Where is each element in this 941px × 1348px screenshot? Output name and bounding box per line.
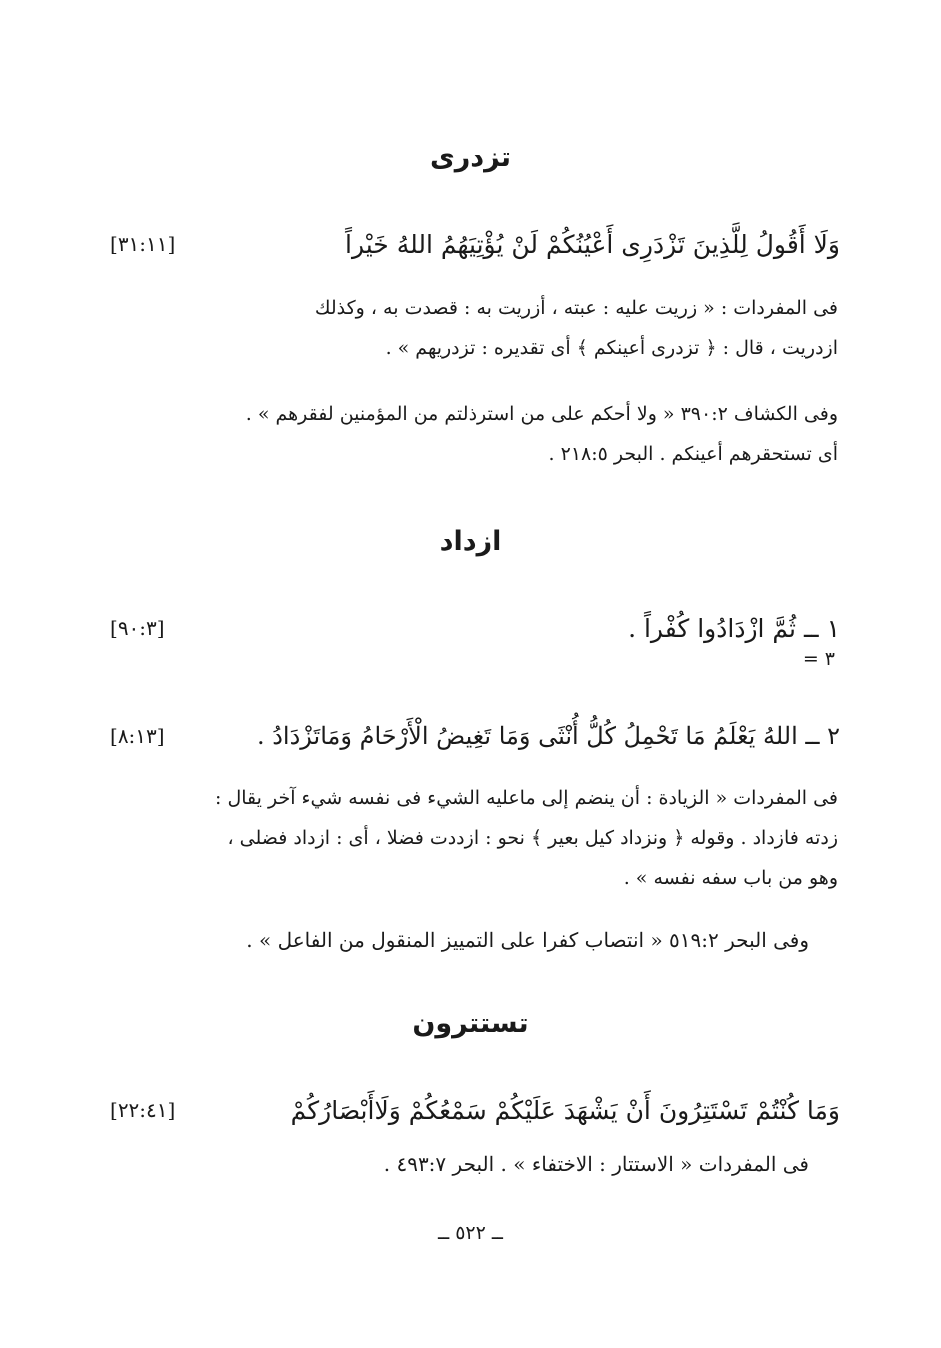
paragraph-mufradat-izdad xyxy=(108,778,838,898)
verse-reference: [٨:١٣] xyxy=(110,724,165,748)
verse-reference: [٣١:١١] xyxy=(110,232,176,256)
verse-reference: [٩٠:٣] xyxy=(110,616,165,640)
paragraph-line: ازدريت ، قال : ﴿ تزدرى أعينكم ﴾ أى تقديره : تزدريهم » . xyxy=(385,337,838,359)
paragraph-line: فى المفردات « الزيادة : أن ينضم إلى ماعليه الشيء فى نفسه شيء آخر يقال : xyxy=(215,787,838,809)
section-title-izdad: ازداد xyxy=(439,526,502,557)
section-title-tastatirun: تستترون xyxy=(412,1008,529,1039)
paragraph-line: فى المفردات : « زريت عليه : عبته ، أزريت به : قصدت به ، وكذلك xyxy=(314,297,838,319)
verse-note: ٣ = xyxy=(802,648,835,670)
paragraph-line: وفى الكشاف ٣٩٠:٢ « ولا أحكم على من استرذلتم من المؤمنين لفقرهم » . xyxy=(245,403,838,425)
paragraph-mufradat-tazdari xyxy=(108,288,838,368)
verse-text: ٢ ــ اللهُ يَعْلَمُ مَا تَحْمِلُ كُلُّ أُنْثَى وَمَا تَغِيضُ الْأَرْحَامُ وَمَاتَزْدَادُ . xyxy=(256,722,840,750)
section-title-tazdari: تزدرى xyxy=(429,142,512,173)
paragraph-kashshaf xyxy=(108,394,838,474)
paragraph-line: أى تستحقرهم أعينكم . البحر ٢١٨:٥ . xyxy=(548,443,838,465)
verse-text: وَلَا أَقُولُ لِلَّذِينَ تَزْدَرِى أَعْيُنُكُمْ لَنْ يُؤْتِيَهُمُ اللهُ خَيْراً xyxy=(345,229,840,259)
verse-row-tazdari xyxy=(110,222,840,266)
verse-row-izdad-1 xyxy=(110,606,840,650)
verse-text: ١ ــ ثُمَّ ازْدَادُوا كُفْراً . xyxy=(628,613,840,643)
verse-reference: [٢٢:٤١] xyxy=(110,1098,176,1122)
page-number: ــ ٥٢٢ ــ xyxy=(438,1222,503,1244)
verse-row-izdad-2 xyxy=(110,714,840,758)
paragraph-line: وهو من باب سفه نفسه » . xyxy=(623,867,838,889)
paragraph-line: زدته فازداد . وقوله ﴿ ونزداد كيل بعير ﴾ نحو : ازددت فضلا ، أى : ازداد فضلى ، xyxy=(227,827,838,849)
paragraph-mufradat-tastatirun: فى المفردات « الاستتار : الاختفاء » . البحر ٤٩٣:٧ . xyxy=(383,1152,809,1176)
verse-text: وَمَا كُنْتُمْ تَسْتَتِرُونَ أَنْ يَشْهَدَ عَلَيْكُمْ سَمْعُكُمْ وَلَاأَبْصَارُكُمْ xyxy=(290,1095,840,1125)
verse-row-tastatirun xyxy=(110,1088,840,1132)
paragraph-bahr-izdad: وفى البحر ٥١٩:٢ « انتصاب كفرا على التمييز المنقول من الفاعل » . xyxy=(246,928,809,952)
